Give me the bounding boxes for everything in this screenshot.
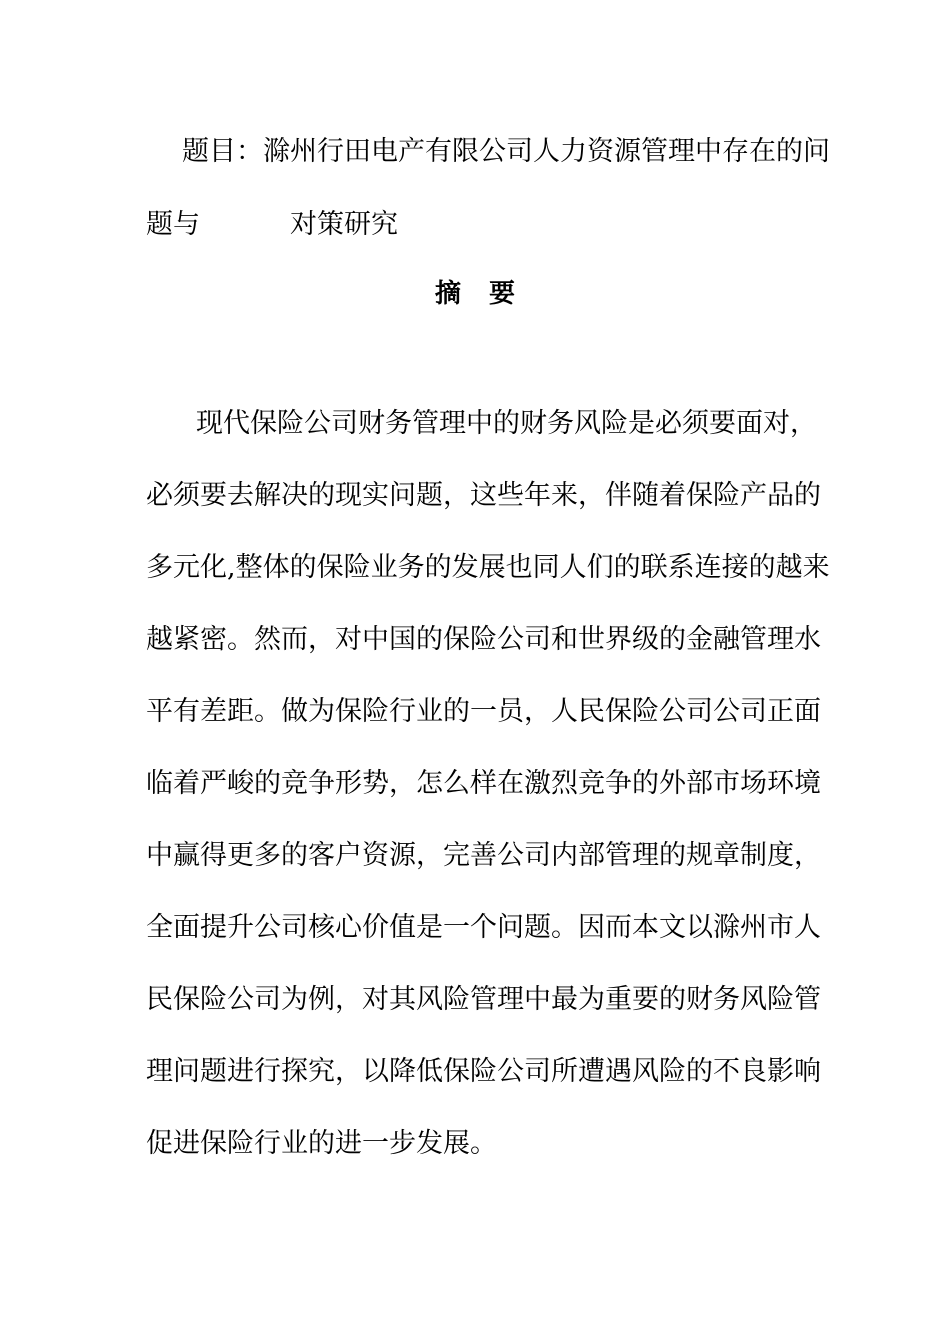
abstract-line-10: 理问题进行探究，以降低保险公司所遭遇风险的不良影响 (146, 1056, 821, 1087)
abstract-heading: 摘要 (434, 279, 543, 309)
abstract-line-5: 平有差距。做为保险行业的一员，人民保险公司公司正面 (146, 696, 821, 727)
title-line-1: 题目：滁州行田电产有限公司人力资源管理中存在的问 (182, 136, 830, 167)
title-line-2 (146, 207, 806, 243)
abstract-line-11: 促进保险行业的进一步发展。 (146, 1128, 497, 1159)
abstract-line-8: 全面提升公司核心价值是一个问题。因而本文以滁州市人 (146, 912, 821, 943)
abstract-line-9: 民保险公司为例，对其风险管理中最为重要的财务风险管 (146, 984, 821, 1015)
abstract-line-4: 越紧密。然而，对中国的保险公司和世界级的金融管理水 (146, 624, 821, 655)
abstract-line-3: 多元化,整体的保险业务的发展也同人们的联系连接的越来 (146, 552, 830, 583)
abstract-line-1: 现代保险公司财务管理中的财务风险是必须要面对， (196, 408, 817, 439)
abstract-line-6: 临着严峻的竞争形势，怎么样在激烈竞争的外部市场环境 (146, 768, 821, 799)
title-line-2-end: 对策研究 (290, 209, 398, 240)
abstract-line-2: 必须要去解决的现实问题，这些年来，伴随着保险产品的 (146, 480, 821, 511)
abstract-line-7: 中赢得更多的客户资源，完善公司内部管理的规章制度， (146, 840, 821, 871)
title-line-2-start: 题与 (146, 209, 200, 240)
